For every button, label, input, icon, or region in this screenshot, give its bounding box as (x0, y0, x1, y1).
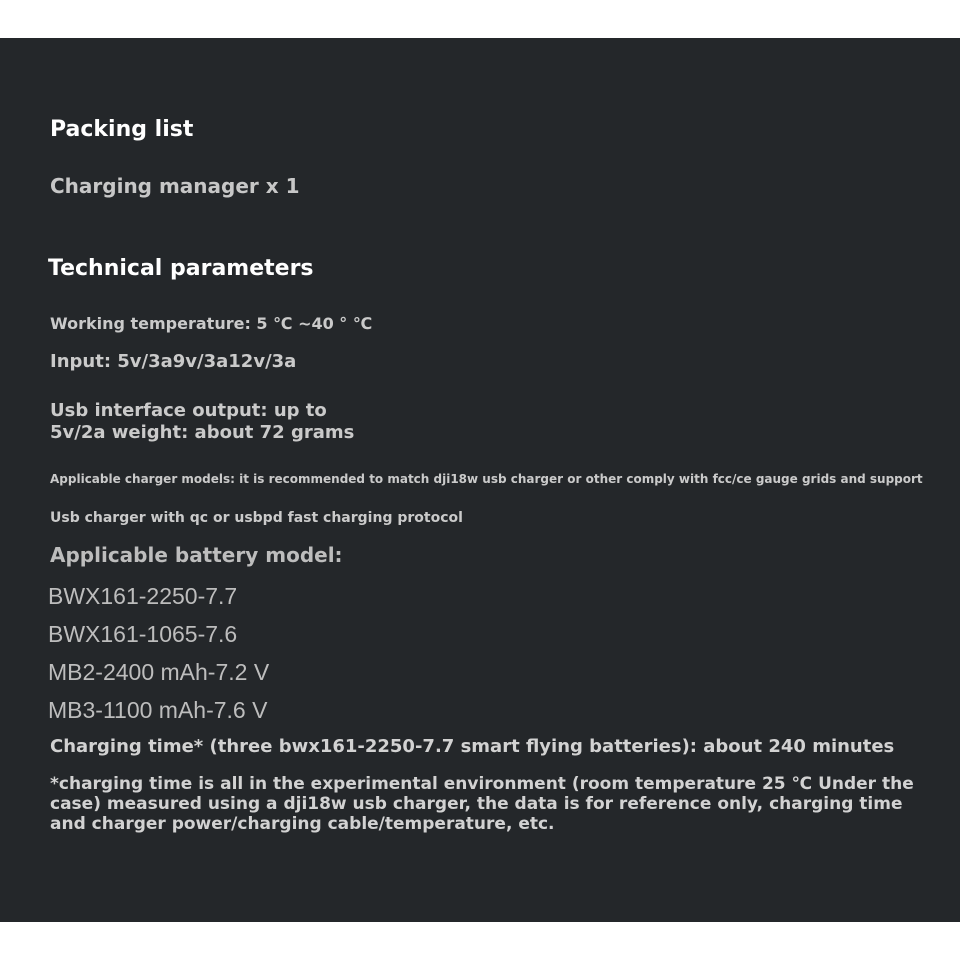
battery-model: MB2-2400 mAh-7.2 V (48, 659, 270, 685)
battery-model: MB3-1100 mAh-7.6 V (48, 697, 268, 723)
packing-list-heading: Packing list (50, 117, 194, 142)
packing-list-item: Charging manager x 1 (50, 174, 300, 198)
usb-output-line-2: 5v/2a weight: about 72 grams (50, 422, 355, 443)
battery-model: BWX161-2250-7.7 (48, 583, 238, 609)
technical-parameters-heading: Technical parameters (48, 256, 314, 281)
usb-output-line-1: Usb interface output: up to (50, 400, 327, 421)
input-spec: Input: 5v/3a9v/3a12v/3a (50, 351, 297, 372)
charger-models: Applicable charger models: it is recommended to match dji18w usb charger or other comply with fcc/ce gauge grids and support (50, 472, 923, 486)
charging-note-line: case) measured using a dji18w usb charger, the data is for reference only, charging time (50, 794, 903, 814)
charging-note-line: and charger power/charging cable/temperature, etc. (50, 814, 555, 834)
usb-charger-note: Usb charger with qc or usbpd fast charging protocol (50, 510, 463, 526)
battery-model: BWX161-1065-7.6 (48, 621, 238, 647)
spec-panel (0, 38, 960, 922)
charging-note-line: *charging time is all in the experimental environment (room temperature 25 ℃ Under the (50, 774, 914, 794)
battery-model-heading: Applicable battery model: (50, 543, 343, 567)
working-temperature: Working temperature: 5 ℃ ~40 ° ℃ (50, 314, 373, 333)
charging-time: Charging time* (three bwx161-2250-7.7 smart flying batteries): about 240 minutes (50, 736, 895, 757)
